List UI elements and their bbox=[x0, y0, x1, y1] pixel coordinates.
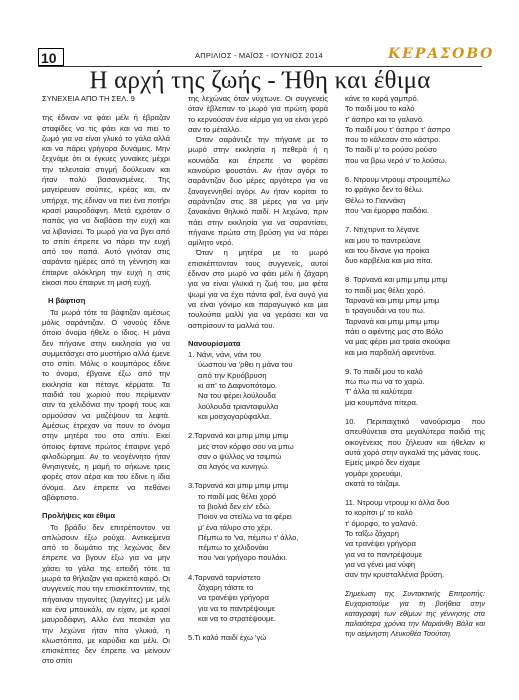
verse-line: το κορίτσι μ' το καλό bbox=[345, 508, 413, 518]
verse-line: τα βιολιά δεν είν' εδώ. bbox=[198, 501, 272, 511]
verse-line: που 'ναι έμορφο παιδάκι. bbox=[345, 205, 430, 215]
stanza-gap bbox=[188, 422, 328, 431]
verse-line: για να το παντρέψουμε bbox=[198, 603, 276, 613]
verse-line: Εμείς μικρό δεν είχαμε bbox=[345, 458, 421, 468]
verse-line: 4.Ταρνανά ταρνίστετο bbox=[188, 572, 261, 582]
column-1 bbox=[42, 94, 170, 667]
stanza-gap bbox=[188, 472, 328, 481]
verse-line: που το κάλεσαν στο κάστρο. bbox=[345, 135, 441, 145]
lullaby-list bbox=[188, 350, 328, 643]
verse-line: για να γένει μια νύφη bbox=[345, 559, 416, 569]
newspaper-brand: ΚΕΡΑΣΟΒΟ bbox=[388, 46, 495, 62]
verse-line: να τρανέψει γρήγορα bbox=[345, 539, 416, 549]
article-title: Η αρχή της ζωής - Ήθη και έθιμα bbox=[89, 67, 431, 94]
stanza-gap bbox=[345, 166, 485, 175]
verse-line: σκατά το τάιζαμι. bbox=[345, 478, 401, 488]
stanza-gap bbox=[345, 489, 485, 498]
verse-line: 3.Ταρνανά και μπιμ μπιμ μπιμ bbox=[188, 481, 289, 491]
verse-line: ζάχαρη τάϊστε το bbox=[198, 583, 254, 593]
verse-line: μ' ένα τάλιρο στο χέρι. bbox=[198, 522, 273, 532]
verse-line: από την Κρυόβρυση bbox=[198, 370, 267, 380]
verse-line: 2.Ταρνανά και μπιμ μπιμ μπιμ bbox=[188, 431, 289, 441]
verse-line: κι απ' το Δαφνοπόταμο. bbox=[198, 381, 278, 391]
paragraph: Όταν η μητέρα με το μωρό επισκέπτονταν τους συγγενείς, αυτοί έδιναν στο μωρό να φάει μέλι ή ζάχαρη για να είναι γλυκιά η ζωή του, μια φέτα ψωμί για να έχει πάντα φαΐ, ένα αυγό για να είναι γόνιμο και παραγωγικό και μια τουλούπα μαλλί για να γεράσει και να ασπρίσουν τα μαλλιά του. bbox=[188, 248, 328, 330]
verse-line: που να βρω νερό ν' το λούσω. bbox=[345, 155, 447, 165]
stanza-gap bbox=[188, 564, 328, 573]
verse-line: δυο καρβέλια και μια πίτα. bbox=[345, 256, 433, 266]
page-number: 10 bbox=[38, 48, 64, 66]
stanza-gap bbox=[188, 624, 328, 633]
lullaby-list bbox=[345, 94, 485, 408]
verse-line: το παιδί μας θέλει χορό. bbox=[345, 285, 426, 295]
verse-line: γομάρι χορευάμι, bbox=[345, 468, 403, 478]
section-heading-prejudices: Προλήψεις και έθιμα bbox=[42, 511, 116, 521]
verse-line: Ποιον να στείλω να τα φέρει bbox=[198, 512, 292, 522]
verse-line: Ταρνανά και μπιμ μπιμ μπιμ bbox=[345, 296, 440, 306]
stanza-gap bbox=[345, 266, 485, 275]
verse-line: που 'ναι γρήγορο πουλάκι. bbox=[198, 553, 288, 563]
verse-line: τ' άσπρο και το γαλανό. bbox=[345, 114, 425, 124]
section-heading-lullabies: Νανουρίσματα bbox=[188, 338, 241, 348]
verse-line: Τ' άλλα τα καλύτερα bbox=[345, 387, 412, 397]
continued-note: ΣΥΝΕΧΕΙΑ ΑΠΟ ΤΗ ΣΕΛ. 9 bbox=[42, 94, 135, 103]
verse-line: Πέμπω το 'να, πέμπω τ' άλλο, bbox=[198, 532, 299, 542]
lullaby-list bbox=[345, 458, 485, 580]
verse-line: να τρανέψει γρήγορα bbox=[198, 593, 269, 603]
stanza-gap bbox=[345, 358, 485, 367]
column-2 bbox=[188, 94, 328, 644]
verse-line: πέμπω το χελιδονάκι bbox=[198, 543, 269, 553]
verse-line: τ' όμορφο, το γαλανό. bbox=[345, 518, 418, 528]
paragraph: της έδιναν να φάει μέλι ή έβραζαν σταφίδες να τις φάει και να πιει το ζωμό για να είναι γλυκό το γάλα αλλά και να πάρει γρήγορα δυνάμεις. Μην ξεχνάμε ότι οι έγκυες γυναίκες μέχρι την τελευταία στιγμή δούλευαν και ήταν πολύ βασανισμένες. Της μαγείρευαν σούπες, κρέας και, αν υπήρχε, της έδιναν να πιει ένα ποτήρι κρασί μαυροδάφνη. Μετά εχρόταν ο παπάς για να διαβάσει την ευχή και να λιβανίσει. Το μωρό για να βγει από το σπίτι έπρεπε να πάρει την ευχή από τον παπά. Αυτό γινόταν στις σαράντα ημέρες από τη γέννηση και έπαιρνε ολόκληρη την ευχή η στις είκοσι που έπαιρνε τη μισή ευχή. bbox=[42, 113, 170, 288]
column-3 bbox=[345, 94, 485, 638]
verse-line: Να του φέρει λούλουδα bbox=[198, 391, 276, 401]
verse-line: Θέλω το Γιαννάκη bbox=[345, 195, 406, 205]
verse-line: και του δίνανε για προίκα bbox=[345, 245, 430, 255]
verse-line: 6. Ντρουμ ντρουμ στρουμπέλω bbox=[345, 175, 451, 185]
verse-line: το φράγκο δεν το θέλω. bbox=[345, 185, 424, 195]
verse-line: μια κουμπάνα πίτερα. bbox=[345, 397, 418, 407]
verse-line: και μοσχογαρύφαλλα. bbox=[198, 411, 272, 421]
paragraph: 10. Περιπαιχτικό νανούρισμα που απευθύνεται στα μεγαλύτερα παιδιά της οικογένειας που ζήλευαν και ήθελαν κι αυτά χορό στην αγκαλιά της μάνας τους. bbox=[345, 417, 485, 457]
verse-line: σα λαγός να κυνηγώ. bbox=[198, 462, 270, 472]
section-heading-baptism: Η βάφτιση bbox=[48, 296, 86, 306]
verse-line: και μου το παντρεύανε bbox=[345, 235, 421, 245]
verse-line: Ταρνανά και μπιμ μπιμ μπιμ bbox=[345, 316, 440, 326]
verse-line: μες στον κόρφο σου να μπω bbox=[198, 441, 294, 451]
verse-line: 5.Τι καλό παιδί έχω 'γώ bbox=[188, 633, 267, 643]
verse-line: να μας φέρει μια τραία σκούφια bbox=[345, 337, 450, 347]
verse-line: σαν ο ψύλλος να τσιμπώ bbox=[198, 451, 282, 461]
verse-line: 9. Το παιδί μου το καλό bbox=[345, 366, 423, 376]
verse-line: το παιδί μας θέλει χορό bbox=[198, 491, 277, 501]
stanza-gap bbox=[345, 216, 485, 225]
issue-dateline: ΑΠΡΙΛΙΟΣ - ΜΑΪΟΣ - ΙΟΥΝΙΟΣ 2014 bbox=[195, 51, 323, 60]
editorial-note: Σημείωση της Συντακτικής Επιτροπής: Ευχαριστούμε για τη βοήθεια στην καταγραφή των εθίμων της γέννησης στα παλαιότερα χρόνια την Μαριάνθη Βάλα και την αείμνηστη Λευκοθέα Τσούτση. bbox=[345, 589, 485, 638]
paragraph: Το βράδυ δεν επιτρέποντον να απλώσουν έξω ρούχα. Αντικείμενα από το δωμάτιο της λεχώνας δεν έπρεπε να βγουν έξω για να μην χάσει το γάλα της επειδή τότε τα μωρά τα θήλαζαν για αρκετό καιρό. Οι συγγενείς που την επισκέπτονταν, της πήγαιναν τηγανίτες (λαγγίτες) με μέλι και ένα μπουκάλι, αν είχαν, με κρασί μαυροδάφνη. Αλλο ένα πεσκέσι για την λεχώνα ήταν πίτα γλυκιά, η κλωστόπιτα, με καρύδια και μέλι. Οι επισκέπτες δεν έπρεπε να μείνουν στο σπίτι bbox=[42, 522, 170, 666]
verse-line: Το παιδί μ' το ρούσο ρούσο bbox=[345, 145, 437, 155]
verse-line: πω πω πω να το χαρώ. bbox=[345, 377, 425, 387]
verse-line: 1. Νάνι, νάνι, νάνι του bbox=[188, 350, 261, 360]
verse-line: ύωσπου να 'ρθει η μάνα του bbox=[198, 360, 293, 370]
verse-line: τι τραγουδάι να του πω. bbox=[345, 306, 425, 316]
page-header bbox=[0, 44, 519, 64]
paragraph: Όταν σαράντιζε την πήγαινε με το μωρό στην εκκλησία η πεθερά ή η κουνιάδα και έπρεπε να φορέσει καινούριο φουστάνι. Αν ήταν αγόρι το σαράντιζαν δυο μέρες αργότερα για να ξαναγεννηθεί αγόρι. Αν ήταν κορίτσι το σαράντιζαν στις 38 μέρες για να μην ξανακάνει θηλυκό παιδί. Η λεχώνα, πριν πάει στην εκκλησία για να σαραντίσει, πήγαινε πρώτα στη βρύση για να πάρει αμίλητο νερό. bbox=[188, 135, 328, 248]
verse-line: και να το στρατέψουμε. bbox=[198, 613, 276, 623]
verse-line: σαν την κρυσταλλένια βρύση. bbox=[345, 570, 445, 580]
verse-line: 11. Ντρουμ ντρουμ κι άλλα δυο bbox=[345, 498, 450, 508]
verse-line: 8. Ταρνανά και μπιμ μπιμ μπιμ bbox=[345, 275, 448, 285]
paragraph: της λεχώνας όταν νύχτωνε. Οι συγγενείς όταν έβλεπαν το μωρό για πρώτη φορά το κερνούσαν ένα κέρμα για να είναι γερό σαν το μέταλλο. bbox=[188, 94, 328, 134]
verse-line: 7. Ντιχτιρνιτ το λέγανε bbox=[345, 225, 419, 235]
paragraph: Τα μωρά τότε τα βάφτιζαν αμέσως μόλις σαράντιζαν. Ο νονούς έδινε όποιο όνομα ήθελε ο ίδιος. Η μάνα δεν πήγαινε στην εκκλησία για να συμμετάσχει στο μυστήριο αλλά έμενε στο σπίτι. Μόλις ο κουμπάρος έδινε το όνομα, έβγαινε έξω από την εκκλησία και πέταγε κέρματα. Τα παιδιά του χωριού που περίμεναν σαν τα χελιδόνια την τροφή τους και ορμούσαν να μαζέψουν τα λεφτά. Αμέσως έτρεχαν να πουν το όνομα στην μητέρα του στο σπίτι. Εκεί όποιος έφτανε πρώτος έπαιρνε γερό φιλοδώρημα. Αν το νεογέννητο ήταν θνησιγενές, η μαμή το σήκωνε τρεις φορές στον αέρα και του έδινε η ίδια όνομα. Δεν έπρεπε να πεθάνει αβάφτιστο. bbox=[42, 307, 170, 502]
verse-line: λούλουδα τριανταφυλλα bbox=[198, 401, 279, 411]
verse-line: για να το παντρέψουμε bbox=[345, 549, 423, 559]
verse-line: και μια παρδαλή αφεντόνα. bbox=[345, 347, 437, 357]
verse-line: κάνε το κυρά γαμπρό. bbox=[345, 94, 419, 103]
verse-line: Το ταΐζω ζάχαρη bbox=[345, 528, 399, 538]
verse-line: πάει ο αφέντης μας στο Βόλο bbox=[345, 326, 444, 336]
verse-line: Το παιδί μου τ' άσπρο τ' άσπρο bbox=[345, 124, 451, 134]
verse-line: Το παιδί μου το καλό bbox=[345, 104, 415, 114]
